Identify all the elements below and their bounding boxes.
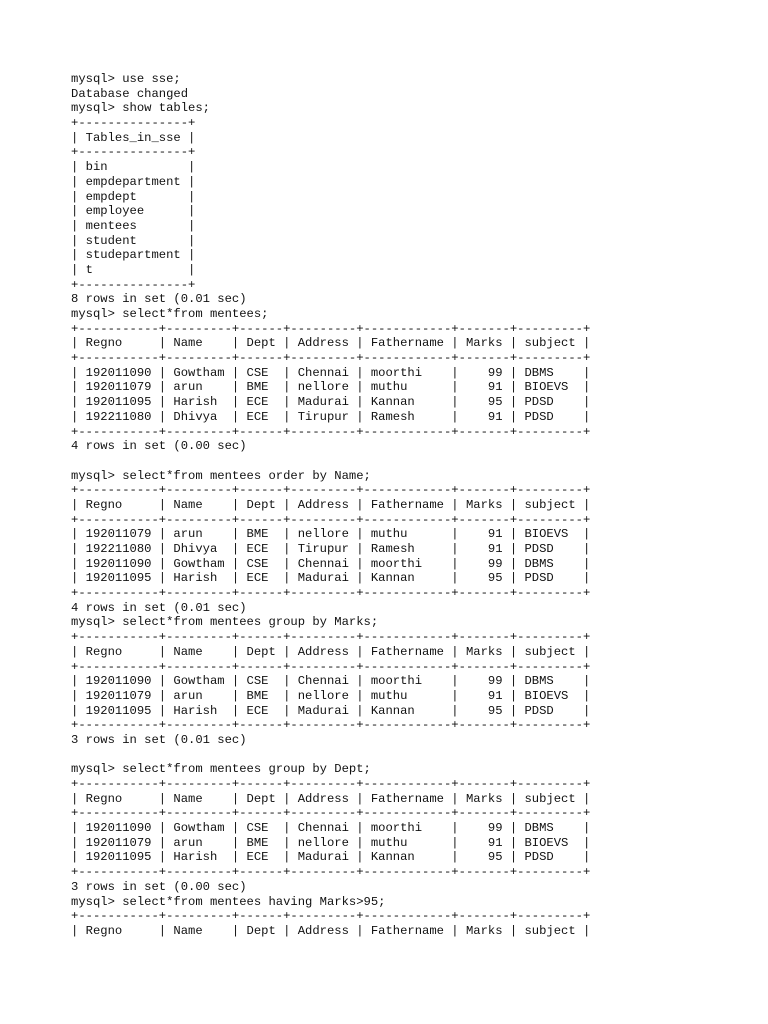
table-border: +-----------+---------+------+---------+------------+-------+---------+ — [71, 909, 591, 924]
terminal-transcript — [71, 72, 751, 939]
table-row: | 192011095 | Harish | ECE | Madurai | Kannan | 95 | PDSD | — [71, 850, 591, 865]
table-row: | 192011090 | Gowtham | CSE | Chennai | moorthi | 99 | DBMS | — [71, 556, 591, 571]
table-border: +-----------+---------+------+---------+------------+-------+---------+ — [71, 718, 591, 733]
table-header-row: | Regno | Name | Dept | Address | Fathername | Marks | subject | — [71, 336, 591, 351]
table-row: | mentees | — [71, 218, 196, 233]
table-border: +-----------+---------+------+---------+------------+-------+---------+ — [71, 777, 591, 791]
table-row: | 192011095 | Harish | ECE | Madurai | Kannan | 95 | PDSD | — [71, 703, 591, 718]
command-group-by-dept: mysql> select*from mentees group by Dept; — [71, 762, 371, 777]
table-border: +-----------+---------+------+---------+------------+-------+---------+ — [71, 659, 591, 674]
table-border: +---------------+ — [71, 116, 196, 131]
command-having-marks: mysql> select*from mentees having Marks>95; — [71, 894, 386, 909]
table-row: | 192011079 | arun | BME | nellore | muthu | 91 | BIOEVS | — [71, 380, 591, 395]
table-row: | 192011079 | arun | BME | nellore | muthu | 91 | BIOEVS | — [71, 688, 591, 703]
table-border: +-----------+---------+------+---------+------------+-------+---------+ — [71, 806, 591, 821]
command-select-mentees: mysql> select*from mentees; — [71, 307, 269, 321]
blank-line — [71, 454, 751, 469]
table-border: +-----------+---------+------+---------+------------+-------+---------+ — [71, 865, 591, 880]
output-database-changed: Database changed — [71, 86, 189, 101]
table-row: | bin | — [71, 160, 196, 175]
command-order-by-name: mysql> select*from mentees order by Name; — [71, 468, 371, 483]
result-summary: 3 rows in set (0.01 sec) — [71, 732, 247, 747]
table-header-row: | Regno | Name | Dept | Address | Fathername | Marks | subject | — [71, 497, 591, 512]
result-summary: 4 rows in set (0.00 sec) — [71, 439, 247, 454]
command-use-db: mysql> use sse; — [71, 72, 181, 86]
table-border: +-----------+---------+------+---------+------------+-------+---------+ — [71, 483, 591, 498]
table-row: | 192011095 | Harish | ECE | Madurai | Kannan | 95 | PDSD | — [71, 571, 591, 586]
table-row: | 192011090 | Gowtham | CSE | Chennai | moorthi | 99 | DBMS | — [71, 674, 591, 689]
table-row: | student | — [71, 233, 196, 248]
command-show-tables: mysql> show tables; — [71, 101, 210, 116]
result-summary: 8 rows in set (0.01 sec) — [71, 292, 247, 307]
table-row: | 192011095 | Harish | ECE | Madurai | Kannan | 95 | PDSD | — [71, 395, 591, 410]
table-row: | t | — [71, 262, 196, 277]
table-row: | 192011090 | Gowtham | CSE | Chennai | moorthi | 99 | DBMS | — [71, 821, 591, 836]
table-header-row: | Tables_in_sse | — [71, 130, 196, 145]
table-row: | 192011090 | Gowtham | CSE | Chennai | moorthi | 99 | DBMS | — [71, 365, 591, 380]
result-summary: 3 rows in set (0.00 sec) — [71, 879, 247, 894]
table-header-row: | Regno | Name | Dept | Address | Fathername | Marks | subject | — [71, 791, 591, 806]
table-border: +---------------+ — [71, 277, 196, 292]
table-row: | empdept | — [71, 189, 196, 204]
table-row: | empdepartment | — [71, 174, 196, 189]
table-border: +-----------+---------+------+---------+------------+-------+---------+ — [71, 351, 591, 366]
table-row: | 192011079 | arun | BME | nellore | muthu | 91 | BIOEVS | — [71, 527, 591, 542]
table-border: +---------------+ — [71, 145, 196, 160]
table-border: +-----------+---------+------+---------+------------+-------+---------+ — [71, 630, 591, 645]
table-row: | employee | — [71, 204, 196, 219]
table-border: +-----------+---------+------+---------+------------+-------+---------+ — [71, 512, 591, 527]
table-border: +-----------+---------+------+---------+------------+-------+---------+ — [71, 586, 591, 601]
table-row: | 192011079 | arun | BME | nellore | muthu | 91 | BIOEVS | — [71, 835, 591, 850]
table-border: +-----------+---------+------+---------+------------+-------+---------+ — [71, 424, 591, 439]
table-header-row: | Regno | Name | Dept | Address | Fathername | Marks | subject | — [71, 923, 591, 938]
table-row: | studepartment | — [71, 248, 196, 263]
blank-line — [71, 748, 751, 763]
table-row: | 192211080 | Dhivya | ECE | Tirupur | Ramesh | 91 | PDSD | — [71, 542, 591, 556]
table-row: | 192211080 | Dhivya | ECE | Tirupur | Ramesh | 91 | PDSD | — [71, 409, 591, 424]
result-summary: 4 rows in set (0.01 sec) — [71, 600, 247, 615]
table-border: +-----------+---------+------+---------+------------+-------+---------+ — [71, 321, 591, 336]
command-group-by-marks: mysql> select*from mentees group by Marks; — [71, 615, 379, 630]
table-header-row: | Regno | Name | Dept | Address | Fathername | Marks | subject | — [71, 644, 591, 659]
